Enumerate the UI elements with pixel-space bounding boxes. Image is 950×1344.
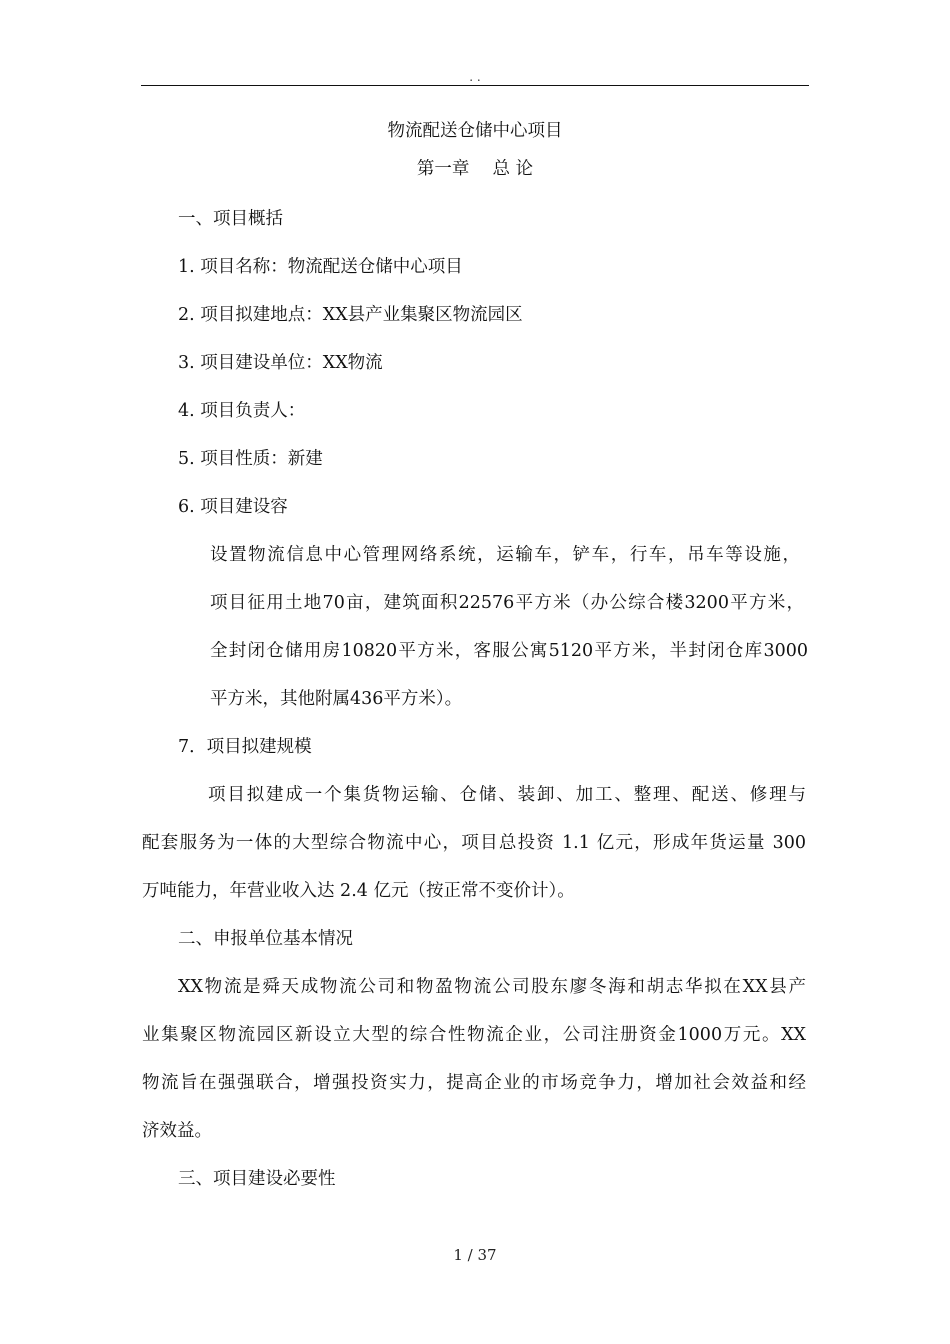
paragraph-line: XX物流是舜天成物流公司和物盈物流公司股东廖冬海和胡志华拟在XX县产 — [178, 977, 806, 997]
section-heading-necessity: 三、项目建设必要性 — [178, 1169, 336, 1189]
paragraph-line: 配套服务为一体的大型综合物流中心，项目总投资 1.1 亿元，形成年货运量 300 — [142, 833, 806, 853]
chapter-heading: 第一章 总 论 — [416, 159, 534, 179]
content-line: 全封闭仓储用房10820平方米，客服公寓5120平方米，半封闭仓库3000 — [210, 641, 808, 661]
paragraph-line: 物流旨在强强联合，增强投资实力，提高企业的市场竞争力，增加社会效益和经 — [142, 1073, 806, 1093]
header-dots: . . — [469, 70, 481, 84]
list-item-unit: 3. 项目建设单位：XX物流 — [178, 353, 383, 373]
paragraph-line: 济效益。 — [142, 1121, 212, 1141]
content-line: 设置物流信息中心管理网络系统，运输车，铲车，行车，吊车等设施， — [210, 545, 800, 565]
header-rule — [141, 85, 809, 86]
page-number: 1 / 37 — [453, 1246, 497, 1264]
paragraph-line: 万吨能力，年营业收入达 2.4 亿元（按正常不变价计）。 — [142, 881, 575, 901]
list-item-nature: 5. 项目性质：新建 — [178, 449, 323, 469]
list-item-leader: 4. 项目负责人： — [178, 401, 306, 421]
document-title: 物流配送仓储中心项目 — [387, 121, 563, 141]
section-heading-overview: 一、项目概括 — [178, 209, 283, 229]
list-item-content: 6. 项目建设容 — [178, 497, 288, 517]
list-item-project-name: 1. 项目名称：物流配送仓储中心项目 — [178, 257, 463, 277]
content-line: 平方米，其他附属436平方米）。 — [210, 689, 463, 709]
content-line: 项目征用土地70亩，建筑面积22576平方米（办公综合楼3200平方米， — [210, 593, 804, 613]
paragraph-line: 业集聚区物流园区新设立大型的综合性物流企业，公司注册资金1000万元。XX — [142, 1025, 806, 1045]
list-item-scale: 7．项目拟建规模 — [178, 737, 312, 757]
paragraph-line: 项目拟建成一个集货物运输、仓储、装卸、加工、整理、配送、修理与 — [208, 785, 806, 805]
list-item-location: 2. 项目拟建地点：XX县产业集聚区物流园区 — [178, 305, 523, 325]
section-heading-applicant: 二、申报单位基本情况 — [178, 929, 353, 949]
